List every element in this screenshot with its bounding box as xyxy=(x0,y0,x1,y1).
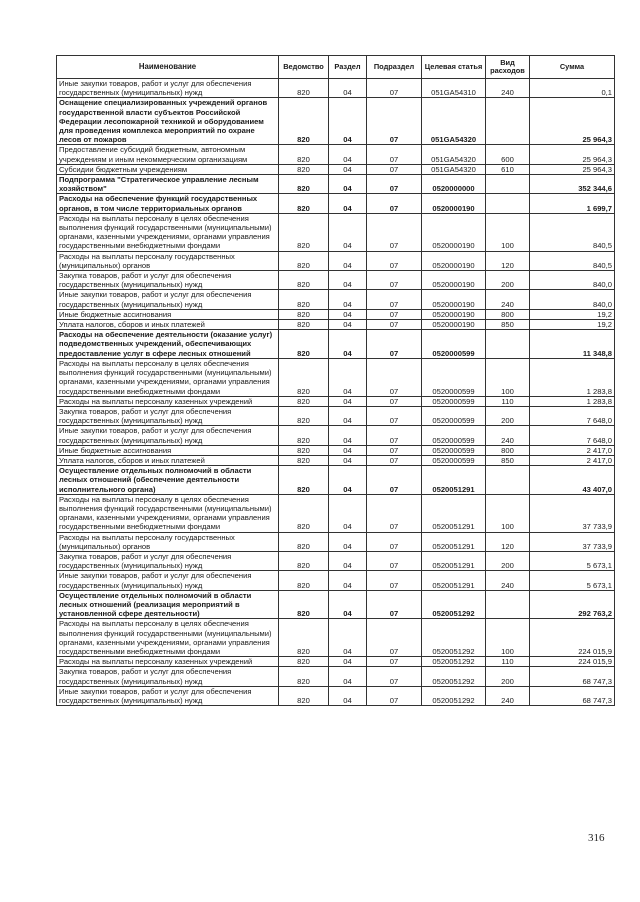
row-sum: 352 344,6 xyxy=(530,175,615,194)
row-kind: 120 xyxy=(486,251,530,270)
row-sum: 37 733,9 xyxy=(530,532,615,551)
row-dept: 820 xyxy=(279,494,329,532)
row-subsection: 07 xyxy=(367,79,422,98)
row-kind: 120 xyxy=(486,532,530,551)
row-sum: 25 964,3 xyxy=(530,164,615,174)
row-sum: 840,5 xyxy=(530,213,615,251)
table-row xyxy=(57,145,615,164)
row-dept: 820 xyxy=(279,271,329,290)
row-sum: 1 699,7 xyxy=(530,194,615,213)
row-section: 04 xyxy=(329,551,367,570)
row-kind: 850 xyxy=(486,320,530,330)
row-section: 04 xyxy=(329,406,367,425)
row-subsection: 07 xyxy=(367,667,422,686)
row-kind: 100 xyxy=(486,619,530,657)
row-dept: 820 xyxy=(279,145,329,164)
row-name: Расходы на выплаты персоналу в целях обеспечения выполнения функций государственными (муниципальными) органами, казенными учреждениями, органами управления государственными внебюджетными фондами xyxy=(57,619,279,657)
header-kind: Вид расходов xyxy=(486,56,530,79)
row-article: 0520000599 xyxy=(422,330,486,359)
row-kind: 800 xyxy=(486,309,530,319)
row-name: Расходы на выплаты персоналу казенных учреждений xyxy=(57,657,279,667)
table-row xyxy=(57,175,615,194)
row-article: 0520051292 xyxy=(422,657,486,667)
row-kind: 110 xyxy=(486,396,530,406)
row-sum: 5 673,1 xyxy=(530,571,615,590)
table-row xyxy=(57,551,615,570)
row-kind: 600 xyxy=(486,145,530,164)
table-row xyxy=(57,445,615,455)
row-subsection: 07 xyxy=(367,494,422,532)
row-sum: 5 673,1 xyxy=(530,551,615,570)
row-name: Иные закупки товаров, работ и услуг для обеспечения государственных (муниципальных) нужд xyxy=(57,79,279,98)
row-section: 04 xyxy=(329,194,367,213)
header-dept: Ведомство xyxy=(279,56,329,79)
header-section: Раздел xyxy=(329,56,367,79)
row-section: 04 xyxy=(329,590,367,619)
row-section: 04 xyxy=(329,145,367,164)
row-section: 04 xyxy=(329,320,367,330)
row-dept: 820 xyxy=(279,445,329,455)
row-section: 04 xyxy=(329,213,367,251)
row-article: 0520000190 xyxy=(422,213,486,251)
row-subsection: 07 xyxy=(367,194,422,213)
row-section: 04 xyxy=(329,571,367,590)
row-section: 04 xyxy=(329,290,367,309)
row-name: Расходы на обеспечение деятельности (оказание услуг) подведомственных учреждений, обеспечивающих предоставление услуг в сфере лесных отношений xyxy=(57,330,279,359)
table-row xyxy=(57,590,615,619)
row-section: 04 xyxy=(329,466,367,495)
row-sum: 19,2 xyxy=(530,320,615,330)
budget-table xyxy=(56,55,615,706)
row-name: Уплата налогов, сборов и иных платежей xyxy=(57,320,279,330)
row-dept: 820 xyxy=(279,358,329,396)
row-article: 0520000599 xyxy=(422,396,486,406)
row-kind: 240 xyxy=(486,290,530,309)
row-article: 0520000190 xyxy=(422,309,486,319)
row-name: Осуществление отдельных полномочий в области лесных отношений (обеспечение деятельности исполнительного органа) xyxy=(57,466,279,495)
header-name: Наименование xyxy=(57,56,279,79)
row-dept: 820 xyxy=(279,619,329,657)
row-dept: 820 xyxy=(279,213,329,251)
row-dept: 820 xyxy=(279,455,329,465)
row-sum: 1 283,8 xyxy=(530,396,615,406)
row-subsection: 07 xyxy=(367,571,422,590)
row-dept: 820 xyxy=(279,406,329,425)
row-subsection: 07 xyxy=(367,309,422,319)
row-kind: 240 xyxy=(486,686,530,705)
row-name: Иные бюджетные ассигнования xyxy=(57,309,279,319)
table-row xyxy=(57,619,615,657)
row-kind: 200 xyxy=(486,271,530,290)
row-dept: 820 xyxy=(279,532,329,551)
row-name: Расходы на выплаты персоналу в целях обеспечения выполнения функций государственными (муниципальными) органами, казенными учреждениями, органами управления государственными внебюджетными фондами xyxy=(57,213,279,251)
row-subsection: 07 xyxy=(367,455,422,465)
row-subsection: 07 xyxy=(367,290,422,309)
row-sum: 68 747,3 xyxy=(530,686,615,705)
row-section: 04 xyxy=(329,686,367,705)
row-subsection: 07 xyxy=(367,619,422,657)
row-dept: 820 xyxy=(279,686,329,705)
row-subsection: 07 xyxy=(367,590,422,619)
row-name: Иные закупки товаров, работ и услуг для обеспечения государственных (муниципальных) нужд xyxy=(57,290,279,309)
table-row xyxy=(57,271,615,290)
row-section: 04 xyxy=(329,494,367,532)
row-kind: 100 xyxy=(486,213,530,251)
row-section: 04 xyxy=(329,330,367,359)
row-subsection: 07 xyxy=(367,175,422,194)
table-row xyxy=(57,455,615,465)
row-name: Закупка товаров, работ и услуг для обеспечения государственных (муниципальных) нужд xyxy=(57,406,279,425)
row-article: 0520000190 xyxy=(422,251,486,270)
row-kind xyxy=(486,194,530,213)
row-name: Расходы на обеспечение функций государственных органов, в том числе территориальных органов xyxy=(57,194,279,213)
row-kind: 240 xyxy=(486,571,530,590)
row-article: 0520051291 xyxy=(422,551,486,570)
row-subsection: 07 xyxy=(367,551,422,570)
table-row xyxy=(57,309,615,319)
row-dept: 820 xyxy=(279,330,329,359)
table-row xyxy=(57,396,615,406)
row-section: 04 xyxy=(329,358,367,396)
row-name: Расходы на выплаты персоналу в целях обеспечения выполнения функций государственными (муниципальными) органами, казенными учреждениями, органами управления государственными внебюджетными фондами xyxy=(57,358,279,396)
header-sum: Сумма xyxy=(530,56,615,79)
row-dept: 820 xyxy=(279,657,329,667)
table-header-row xyxy=(57,56,615,79)
row-subsection: 07 xyxy=(367,320,422,330)
row-dept: 820 xyxy=(279,98,329,145)
row-sum: 292 763,2 xyxy=(530,590,615,619)
row-article: 0520000599 xyxy=(422,455,486,465)
table-row xyxy=(57,532,615,551)
table-row xyxy=(57,657,615,667)
row-sum: 2 417,0 xyxy=(530,445,615,455)
table-row xyxy=(57,213,615,251)
row-section: 04 xyxy=(329,79,367,98)
row-subsection: 07 xyxy=(367,396,422,406)
row-subsection: 07 xyxy=(367,330,422,359)
row-article: 0520000599 xyxy=(422,445,486,455)
row-article: 0520000190 xyxy=(422,194,486,213)
row-kind xyxy=(486,175,530,194)
row-sum: 0,1 xyxy=(530,79,615,98)
row-name: Субсидии бюджетным учреждениям xyxy=(57,164,279,174)
row-kind: 100 xyxy=(486,358,530,396)
row-dept: 820 xyxy=(279,426,329,445)
row-kind: 100 xyxy=(486,494,530,532)
row-section: 04 xyxy=(329,445,367,455)
row-sum: 11 348,8 xyxy=(530,330,615,359)
row-section: 04 xyxy=(329,532,367,551)
row-name: Осуществление отдельных полномочий в области лесных отношений (реализация мероприятий в установленной сфере деятельности) xyxy=(57,590,279,619)
row-section: 04 xyxy=(329,426,367,445)
row-article: 0520051291 xyxy=(422,571,486,590)
row-article: 051GA54310 xyxy=(422,79,486,98)
row-article: 0520051292 xyxy=(422,590,486,619)
row-article: 051GA54320 xyxy=(422,98,486,145)
row-section: 04 xyxy=(329,98,367,145)
row-section: 04 xyxy=(329,164,367,174)
row-dept: 820 xyxy=(279,79,329,98)
row-article: 0520051291 xyxy=(422,532,486,551)
row-dept: 820 xyxy=(279,194,329,213)
row-dept: 820 xyxy=(279,590,329,619)
table-row xyxy=(57,98,615,145)
row-sum: 37 733,9 xyxy=(530,494,615,532)
row-kind: 240 xyxy=(486,426,530,445)
row-dept: 820 xyxy=(279,571,329,590)
row-sum: 840,0 xyxy=(530,271,615,290)
row-subsection: 07 xyxy=(367,251,422,270)
row-sum: 19,2 xyxy=(530,309,615,319)
row-article: 0520000190 xyxy=(422,271,486,290)
row-section: 04 xyxy=(329,271,367,290)
row-sum: 840,0 xyxy=(530,290,615,309)
row-name: Закупка товаров, работ и услуг для обеспечения государственных (муниципальных) нужд xyxy=(57,551,279,570)
row-dept: 820 xyxy=(279,164,329,174)
table-row xyxy=(57,164,615,174)
row-section: 04 xyxy=(329,251,367,270)
row-kind: 850 xyxy=(486,455,530,465)
row-subsection: 07 xyxy=(367,358,422,396)
row-dept: 820 xyxy=(279,290,329,309)
row-name: Расходы на выплаты персоналу государственных (муниципальных) органов xyxy=(57,251,279,270)
row-kind xyxy=(486,466,530,495)
row-subsection: 07 xyxy=(367,657,422,667)
row-article: 0520000190 xyxy=(422,320,486,330)
row-dept: 820 xyxy=(279,667,329,686)
table-row xyxy=(57,667,615,686)
row-article: 0520000190 xyxy=(422,290,486,309)
row-subsection: 07 xyxy=(367,271,422,290)
row-subsection: 07 xyxy=(367,98,422,145)
row-sum: 25 964,3 xyxy=(530,98,615,145)
row-dept: 820 xyxy=(279,551,329,570)
row-dept: 820 xyxy=(279,175,329,194)
row-sum: 7 648,0 xyxy=(530,426,615,445)
row-dept: 820 xyxy=(279,251,329,270)
row-sum: 25 964,3 xyxy=(530,145,615,164)
row-article: 0520051292 xyxy=(422,619,486,657)
row-subsection: 07 xyxy=(367,466,422,495)
row-section: 04 xyxy=(329,309,367,319)
row-name: Иные закупки товаров, работ и услуг для обеспечения государственных (муниципальных) нужд xyxy=(57,686,279,705)
row-name: Иные закупки товаров, работ и услуг для обеспечения государственных (муниципальных) нужд xyxy=(57,571,279,590)
row-subsection: 07 xyxy=(367,406,422,425)
row-kind: 110 xyxy=(486,657,530,667)
table-row xyxy=(57,320,615,330)
table-row xyxy=(57,194,615,213)
table-row xyxy=(57,330,615,359)
row-subsection: 07 xyxy=(367,164,422,174)
row-sum: 840,5 xyxy=(530,251,615,270)
row-subsection: 07 xyxy=(367,686,422,705)
row-sum: 68 747,3 xyxy=(530,667,615,686)
row-name: Расходы на выплаты персоналу в целях обеспечения выполнения функций государственными (муниципальными) органами, казенными учреждениями, органами управления государственными внебюджетными фондами xyxy=(57,494,279,532)
row-kind: 800 xyxy=(486,445,530,455)
row-dept: 820 xyxy=(279,320,329,330)
table-row xyxy=(57,571,615,590)
row-subsection: 07 xyxy=(367,426,422,445)
row-name: Расходы на выплаты персоналу государственных (муниципальных) органов xyxy=(57,532,279,551)
table-row xyxy=(57,426,615,445)
row-name: Иные бюджетные ассигнования xyxy=(57,445,279,455)
table-row xyxy=(57,79,615,98)
row-section: 04 xyxy=(329,396,367,406)
table-row xyxy=(57,686,615,705)
table-row xyxy=(57,406,615,425)
row-name: Подпрограмма "Стратегическое управление лесным хозяйством" xyxy=(57,175,279,194)
row-kind: 200 xyxy=(486,406,530,425)
header-article: Целевая статья xyxy=(422,56,486,79)
row-article: 0520000599 xyxy=(422,358,486,396)
row-name: Иные закупки товаров, работ и услуг для обеспечения государственных (муниципальных) нужд xyxy=(57,426,279,445)
row-dept: 820 xyxy=(279,466,329,495)
row-article: 0520000599 xyxy=(422,406,486,425)
row-article: 0520051292 xyxy=(422,686,486,705)
row-kind xyxy=(486,330,530,359)
table-row xyxy=(57,290,615,309)
row-article: 0520000599 xyxy=(422,426,486,445)
row-name: Расходы на выплаты персоналу казенных учреждений xyxy=(57,396,279,406)
table-row xyxy=(57,251,615,270)
row-kind: 240 xyxy=(486,79,530,98)
row-subsection: 07 xyxy=(367,532,422,551)
table-row xyxy=(57,494,615,532)
row-sum: 224 015,9 xyxy=(530,619,615,657)
row-name: Закупка товаров, работ и услуг для обеспечения государственных (муниципальных) нужд xyxy=(57,667,279,686)
row-kind: 200 xyxy=(486,551,530,570)
row-section: 04 xyxy=(329,657,367,667)
row-dept: 820 xyxy=(279,309,329,319)
row-dept: 820 xyxy=(279,396,329,406)
table-row xyxy=(57,466,615,495)
row-name: Уплата налогов, сборов и иных платежей xyxy=(57,455,279,465)
row-sum: 1 283,8 xyxy=(530,358,615,396)
row-section: 04 xyxy=(329,619,367,657)
row-section: 04 xyxy=(329,667,367,686)
row-article: 0520051291 xyxy=(422,466,486,495)
row-article: 0520051292 xyxy=(422,667,486,686)
row-name: Закупка товаров, работ и услуг для обеспечения государственных (муниципальных) нужд xyxy=(57,271,279,290)
row-section: 04 xyxy=(329,175,367,194)
row-section: 04 xyxy=(329,455,367,465)
row-kind xyxy=(486,98,530,145)
row-article: 0520051291 xyxy=(422,494,486,532)
row-subsection: 07 xyxy=(367,445,422,455)
row-sum: 2 417,0 xyxy=(530,455,615,465)
row-article: 0520000000 xyxy=(422,175,486,194)
row-article: 051GA54320 xyxy=(422,164,486,174)
row-kind: 610 xyxy=(486,164,530,174)
row-article: 051GA54320 xyxy=(422,145,486,164)
row-name: Предоставление субсидий бюджетным, автономным учреждениям и иным некоммерческим организациям xyxy=(57,145,279,164)
table-body xyxy=(57,79,615,706)
header-subsection: Подраздел xyxy=(367,56,422,79)
page-number: 316 xyxy=(588,832,605,844)
row-sum: 7 648,0 xyxy=(530,406,615,425)
row-kind: 200 xyxy=(486,667,530,686)
row-subsection: 07 xyxy=(367,213,422,251)
row-sum: 43 407,0 xyxy=(530,466,615,495)
row-sum: 224 015,9 xyxy=(530,657,615,667)
row-subsection: 07 xyxy=(367,145,422,164)
row-kind xyxy=(486,590,530,619)
row-name: Оснащение специализированных учреждений органов государственной власти субъектов Российской Федерации лесопожарной техникой и оборудованием для проведения комплекса мероприятий по охране лесов от пожаров xyxy=(57,98,279,145)
table-row xyxy=(57,358,615,396)
